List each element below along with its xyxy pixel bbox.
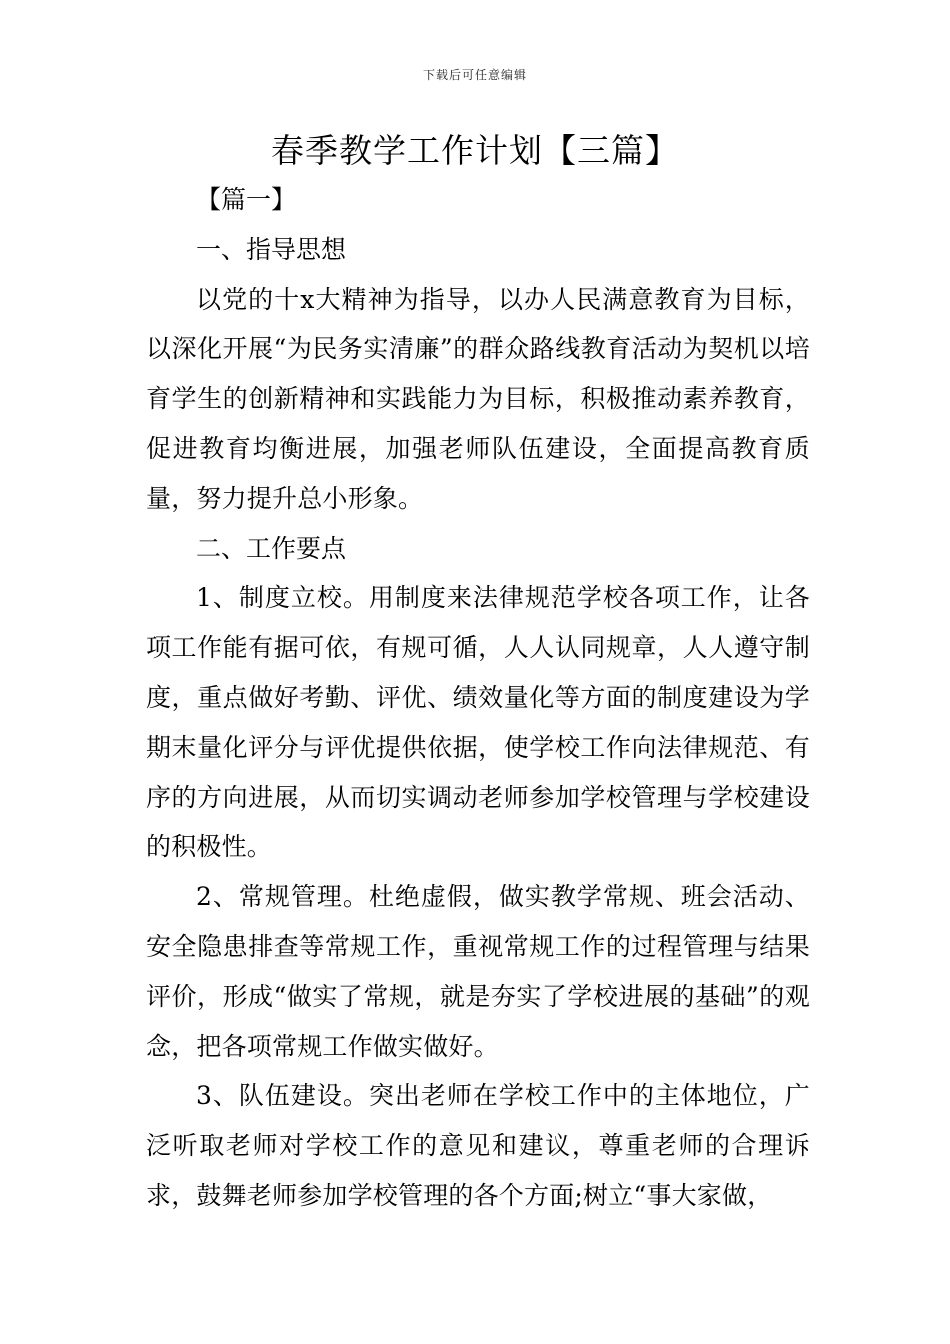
heading-work-points: 二、工作要点 [196, 533, 347, 563]
section-label-part-one: 【篇一】 [196, 185, 297, 214]
paragraph-guiding-ideology: 以党的十x大精神为指导，以办人民满意教育为目标，以深化开展“为民务实清廉”的群众路线教育活动为契机以培育学生的创新精神和实践能力为目标，积极推动素养教育，促进教育均衡进展，加强老师队伍建设，全面提高教育质量，努力提升总小形象。 [146, 284, 810, 513]
paragraph-routine-management: 2、常规管理。杜绝虚假，做实教学常规、班会活动、安全隐患排查等常规工作，重视常规工作的过程管理与结果评价，形成“做实了常规，就是夯实了学校进展的基础”的观念，把各项常规工作做实做好。 [146, 882, 810, 1061]
document-title: 春季教学工作计划【三篇】 [271, 131, 679, 170]
document-body [146, 175, 810, 1221]
paragraph-system-building: 1、制度立校。用制度来法律规范学校各项工作，让各项工作能有据可依，有规可循，人人认同规章，人人遵守制度，重点做好考勤、评优、绩效量化等方面的制度建设为学期末量化评分与评优提供依据，使学校工作向法律规范、有序的方向进展，从而切实调动老师参加学校管理与学校建设的积极性。 [146, 583, 810, 862]
paragraph-team-building: 3、队伍建设。突出老师在学校工作中的主体地位，广泛听取老师对学校工作的意见和建议，尊重老师的合理诉求，鼓舞老师参加学校管理的各个方面;树立“事大家做， [146, 1081, 810, 1210]
header-note: 下载后可任意编辑 [422, 68, 527, 82]
heading-guiding-ideology: 一、指导思想 [196, 234, 347, 264]
